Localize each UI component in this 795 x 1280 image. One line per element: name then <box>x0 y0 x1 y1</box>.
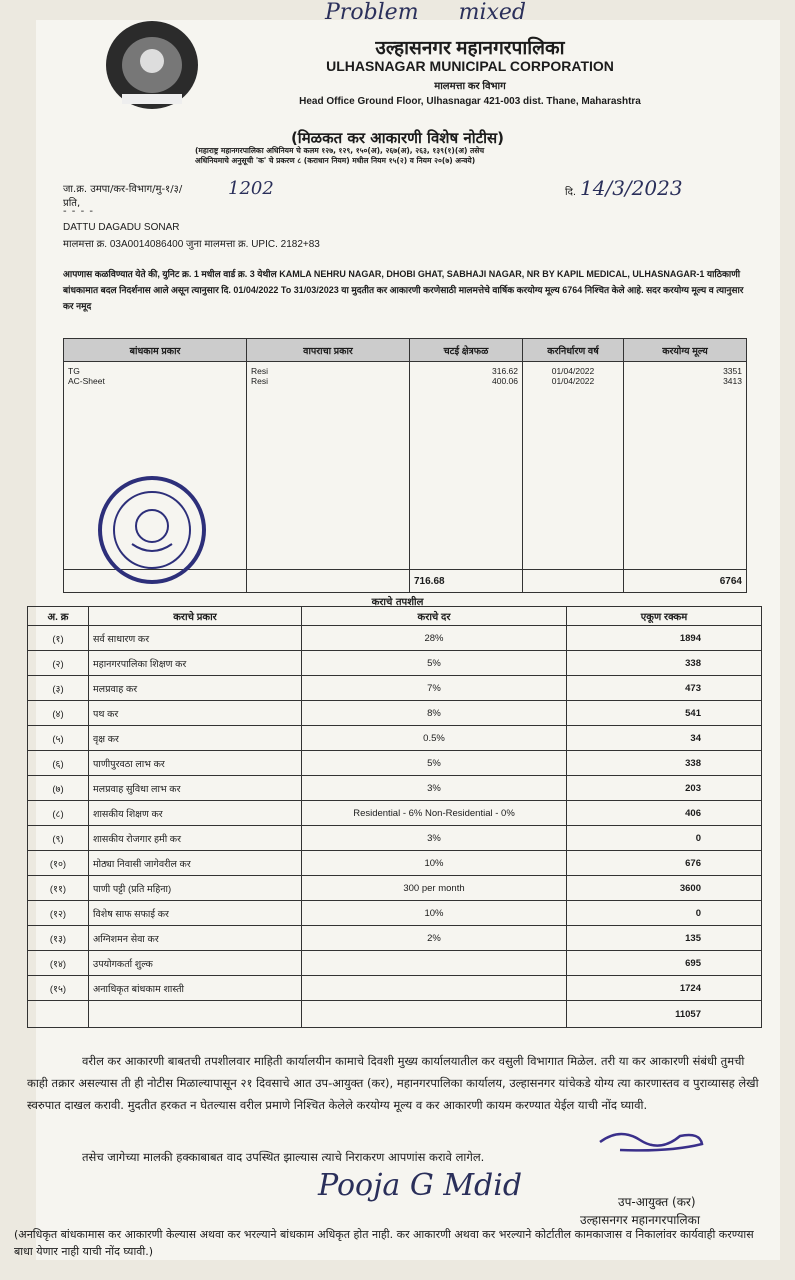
tax-name: पाणीपुरवठा लाभ कर <box>89 751 302 776</box>
tax-amount: 338 <box>567 751 762 776</box>
tax-row <box>28 676 762 701</box>
footer-disclaimer: (अनधिकृत बांधकामास कर आकारणी केल्यास अथवा कर भरल्याने बांधकाम अधिकृत होत नाही. कर आकारणी अथवा कर भरल्याने कोर्टातील कामकाजास व निकालांवर कार्यवाही करण्यास बाधा येणार नाही याची नोंद घ्यावी.) <box>14 1228 754 1258</box>
instructions-paragraph: वरील कर आकारणी बाबतची तपशीलवार माहिती कार्यालयीन कामाचे दिवशी मुख्य कार्यालयातील कर वसुली विभागात मिळेल. तरी या कर आकारणी संबंधी तुमची काही तक्रार असल्यास ती ही नोटीस मिळाल्यापासून २१ दिवसाचे आत उप-आयुक्त (कर), महानगरपालिका कार्यालय, उल्हासनगर यांचेकडे योग्य त्या कारणास्तव व पुराव्यासह लेखी स्वरुपात दाखल करावी. मुदतीत हरकत न घेतल्यास वरील प्रमाणे निश्चित केलेले करयोग्य मूल्य व कर आकारणी कायम करण्यात येईल याची नोंद घ्यावी. <box>27 1054 759 1112</box>
tax-serial: (१३) <box>28 926 89 951</box>
tax-serial: (९) <box>28 826 89 851</box>
tax-rate <box>302 976 567 1001</box>
tax-serial: (४) <box>28 701 89 726</box>
col-serial: अ. क्र <box>28 607 89 626</box>
tax-rate: 2% <box>302 926 567 951</box>
designation-title: उप-आयुक्त (कर) <box>618 1195 696 1209</box>
tax-amount: 338 <box>567 651 762 676</box>
tax-name: पाणी पट्टी (प्रति महिना) <box>89 876 302 901</box>
seal-stamp-icon <box>96 474 208 586</box>
tax-amount: 0 <box>567 826 762 851</box>
tax-row <box>28 726 762 751</box>
tax-rate: 8% <box>302 701 567 726</box>
tax-rate: Residential - 6% Non-Residential - 0% <box>302 801 567 826</box>
handwritten-note: Problem mixed <box>325 0 526 25</box>
intro-paragraph: आपणास कळविण्यात येते की, युनिट क्र. 1 मधील वार्ड क्र. 3 येथील KAMLA NEHRU NAGAR, DHOBI GHAT, SABHAJI NAGAR, NR BY KAPIL MEDICAL, ULHASNAGAR-1 याठिकाणी बांधकामात बदल निदर्शनास आले असून त्यानुसार दि. 01/04/2022 To 31/03/2023 या मुदतीत कर आकारणी करणेसाठी मालमत्तेचे वार्षिक करयोग्य मूल्य 6764 निश्चित केले आहे. सदर करयोग्य मूल्य व त्यानुसार कर नमूद <box>63 269 744 311</box>
tax-name: अग्निशमन सेवा कर <box>89 926 302 951</box>
dots: - - - - <box>63 206 94 217</box>
tax-amount: 406 <box>567 801 762 826</box>
ref-label: जा.क्र. उमपा/कर-विभाग/मु-१/३/ <box>63 184 183 195</box>
tax-row <box>28 651 762 676</box>
tax-serial: (१) <box>28 626 89 651</box>
tax-row <box>28 876 762 901</box>
col-tax-rate: कराचे दर <box>302 607 567 626</box>
date-label: दि. <box>565 187 577 198</box>
tax-name: शासकीय रोजगार हमी कर <box>89 826 302 851</box>
act-reference: (महाराष्ट्र महानगरपालिका अधिनियम चे कलम १२७, १२९, १५०(अ), २६७(अ), २६३, १३९(१)(अ) तसेच अधिनियमाचे अनुसूची 'क' चे प्रकरण ८ (कराधान नियम) मधील नियम १५(२) व नियम २०(७) अन्वये) <box>195 146 485 165</box>
tax-amount: 695 <box>567 951 762 976</box>
col-usage: वापराचा प्रकार <box>247 339 410 362</box>
col-year: करनिर्धारण वर्ष <box>523 339 624 362</box>
tax-serial: (१२) <box>28 901 89 926</box>
tax-row <box>28 626 762 651</box>
tax-name: उपयोगकर्ता शुल्क <box>89 951 302 976</box>
tax-amount: 203 <box>567 776 762 801</box>
total-area: 716.68 <box>410 570 523 593</box>
tax-serial: (१५) <box>28 976 89 1001</box>
tax-row <box>28 926 762 951</box>
tax-row <box>28 776 762 801</box>
officer-signature-icon <box>590 1122 710 1157</box>
tax-row <box>28 801 762 826</box>
tax-serial: (५) <box>28 726 89 751</box>
tax-details-title: कराचे तपशील <box>371 597 424 608</box>
tax-amount: 1894 <box>567 626 762 651</box>
tax-serial: (६) <box>28 751 89 776</box>
tax-name: वृक्ष कर <box>89 726 302 751</box>
owner-name: DATTU DAGADU SONAR <box>63 222 180 233</box>
tax-row <box>28 976 762 1001</box>
tax-rate: 5% <box>302 651 567 676</box>
tax-name: सर्व साधारण कर <box>89 626 302 651</box>
tax-name: मलप्रवाह सुविधा लाभ कर <box>89 776 302 801</box>
corp-name-english: ULHASNAGAR MUNICIPAL CORPORATION <box>326 58 614 74</box>
tax-amount: 34 <box>567 726 762 751</box>
tax-serial: (८) <box>28 801 89 826</box>
tax-amount: 1724 <box>567 976 762 1001</box>
tax-rate: 10% <box>302 851 567 876</box>
tax-details-table <box>27 606 762 1028</box>
tax-amount: 0 <box>567 901 762 926</box>
tax-amount: 541 <box>567 701 762 726</box>
property-line: मालमत्ता क्र. 03A0014086400 जुना मालमत्ता क्र. UPIC. 2182+83 <box>63 239 320 250</box>
tax-amount: 473 <box>567 676 762 701</box>
handwritten-signature: Pooja G Mdid <box>318 1168 523 1203</box>
tax-rate: 7% <box>302 676 567 701</box>
col-area: चटई क्षेत्रफळ <box>410 339 523 362</box>
tax-rate: 10% <box>302 901 567 926</box>
tax-rate: 0.5% <box>302 726 567 751</box>
notice-title: (मिळकत कर आकारणी विशेष नोटीस) <box>290 129 505 147</box>
tax-row <box>28 701 762 726</box>
col-tax-type: कराचे प्रकार <box>89 607 302 626</box>
tax-name: मोठ्या निवासी जागेवरील कर <box>89 851 302 876</box>
ownership-note: तसेच जागेच्या मालकी हक्काबाबत वाद उपस्थित झाल्यास त्याचे निराकरण आपणांस करावे लागेल. <box>82 1150 485 1164</box>
col-value: करयोग्य मूल्य <box>624 339 747 362</box>
tax-amount: 676 <box>567 851 762 876</box>
designation-org: उल्हासनगर महानगरपालिका <box>580 1213 700 1227</box>
corporation-logo-icon <box>92 18 212 113</box>
tax-amount: 135 <box>567 926 762 951</box>
tax-amount: 3600 <box>567 876 762 901</box>
tax-serial: (१४) <box>28 951 89 976</box>
tax-rate: 5% <box>302 751 567 776</box>
tax-rate <box>302 951 567 976</box>
tax-name: मलप्रवाह कर <box>89 676 302 701</box>
office-address: Head Office Ground Floor, Ulhasnagar 421-003 dist. Thane, Maharashtra <box>299 96 641 107</box>
tax-name: अनाधिकृत बांधकाम शास्ती <box>89 976 302 1001</box>
tax-serial: (२) <box>28 651 89 676</box>
tax-name: पथ कर <box>89 701 302 726</box>
notice-date: 14/3/2023 <box>580 176 683 200</box>
tax-serial: (१०) <box>28 851 89 876</box>
prati-label: प्रति, <box>63 198 81 209</box>
tax-row <box>28 826 762 851</box>
tax-serial: (३) <box>28 676 89 701</box>
tax-serial: (११) <box>28 876 89 901</box>
tax-name: विशेष साफ सफाई कर <box>89 901 302 926</box>
tax-row <box>28 851 762 876</box>
department-name: मालमत्ता कर विभाग <box>434 81 506 92</box>
tax-serial: (७) <box>28 776 89 801</box>
col-construction: बांधकाम प्रकार <box>64 339 247 362</box>
tax-total: 11057 <box>567 1001 762 1028</box>
tax-name: महानगरपालिका शिक्षण कर <box>89 651 302 676</box>
table-row: TG AC-Sheet Resi Resi 316.62 400.06 01/04/2022 01/04/2022 3351 3413 <box>64 362 747 570</box>
ref-number: 1202 <box>228 178 274 199</box>
tax-row <box>28 951 762 976</box>
tax-total-row <box>28 1001 762 1028</box>
tax-row <box>28 901 762 926</box>
tax-row <box>28 751 762 776</box>
tax-rate: 3% <box>302 776 567 801</box>
col-tax-amount: एकूण रक्कम <box>567 607 762 626</box>
tax-rate: 28% <box>302 626 567 651</box>
tax-name: शासकीय शिक्षण कर <box>89 801 302 826</box>
tax-rate: 300 per month <box>302 876 567 901</box>
tax-rate: 3% <box>302 826 567 851</box>
total-value: 6764 <box>624 570 747 593</box>
corp-name-marathi: उल्हासनगर महानगरपालिका <box>375 38 565 59</box>
